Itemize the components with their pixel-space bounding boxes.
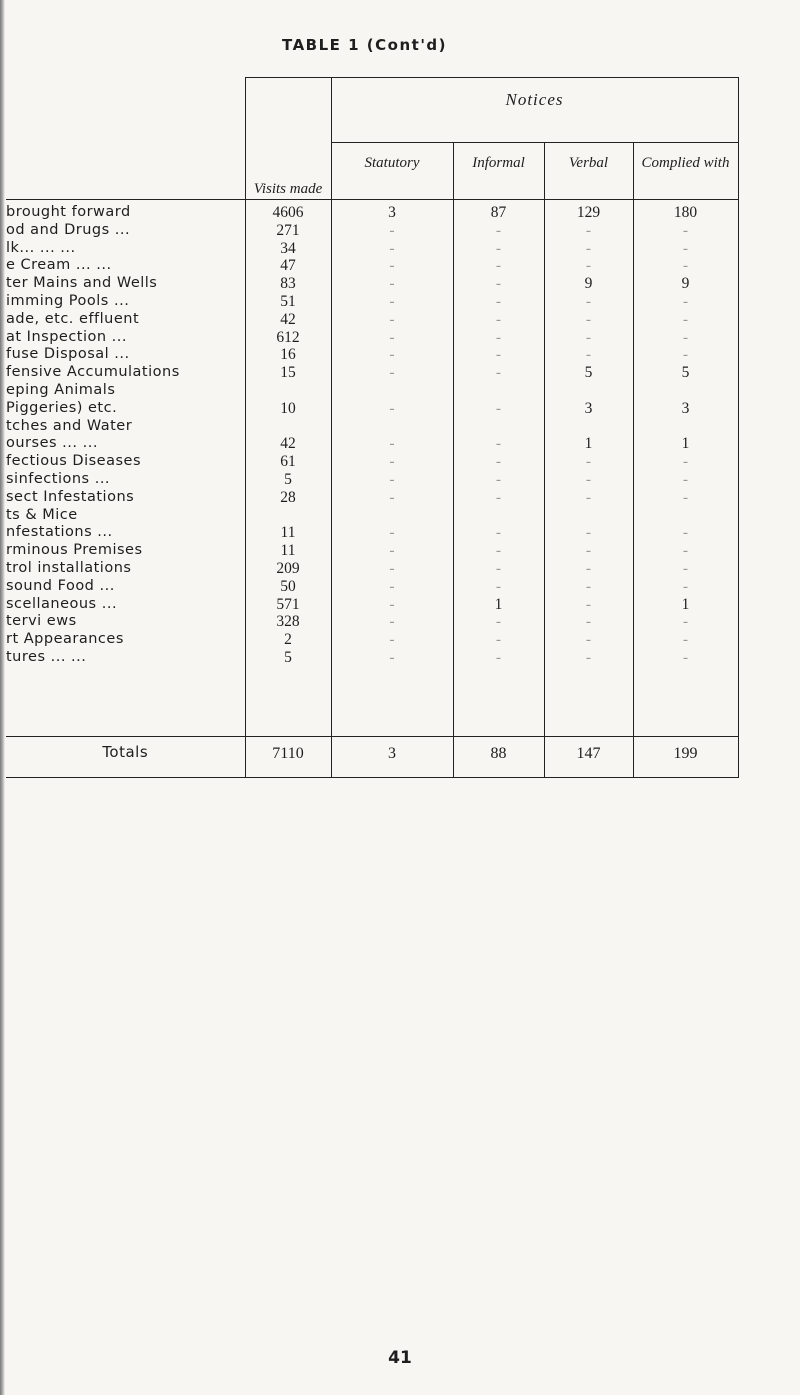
verbal-column <box>544 200 633 737</box>
informal-cell <box>454 382 544 400</box>
row-label: tures ... ... <box>6 648 87 665</box>
statutory-cell: - <box>389 488 395 506</box>
row-label: trol installations <box>6 559 132 576</box>
row-label: fensive Accumulations <box>6 364 180 381</box>
row-label: sound Food ... <box>6 577 115 594</box>
informal-cell: - <box>495 239 502 257</box>
row-label: fectious Diseases <box>6 453 142 470</box>
statutory-cell: - <box>389 221 395 239</box>
verbal-cell: - <box>585 470 592 488</box>
statutory-cell: - <box>389 453 395 471</box>
verbal-cell: - <box>585 577 592 595</box>
row-label: tches and Water <box>6 417 133 434</box>
totals-statutory: 3 <box>331 737 453 778</box>
totals-informal: 88 <box>453 737 544 778</box>
visits-cell <box>246 507 331 525</box>
complied-cell: 3 <box>681 399 690 417</box>
complied-cell: - <box>682 613 689 631</box>
visits-cell: 5 <box>284 648 292 666</box>
complied-cell: - <box>682 559 689 577</box>
notices-header: Notices <box>331 78 738 143</box>
statutory-column <box>331 200 453 737</box>
visits-made-label: Visits made <box>253 181 323 197</box>
statutory-cell: - <box>389 239 395 257</box>
verbal-cell: - <box>585 310 592 328</box>
complied-cell <box>634 382 738 400</box>
statutory-cell: 3 <box>388 204 396 221</box>
row-label: nfestations ... <box>6 524 113 541</box>
statutory-cell: - <box>389 346 395 364</box>
complied-cell: - <box>682 631 689 649</box>
page-number: 41 <box>388 1348 412 1368</box>
verbal-cell: - <box>585 648 592 666</box>
row-label: rt Appearances <box>6 631 124 648</box>
informal-cell: - <box>495 648 502 666</box>
complied-with-header: Complied with <box>633 143 738 200</box>
informal-cell: - <box>495 346 502 364</box>
verbal-cell: - <box>585 239 592 257</box>
informal-header: Informal <box>453 143 544 200</box>
verbal-cell <box>545 418 633 436</box>
row-label: sect Infestations <box>6 488 135 505</box>
row-label: sinfections ... <box>6 470 111 487</box>
visits-cell: 571 <box>276 595 300 613</box>
statutory-cell: - <box>389 399 395 417</box>
statutory-cell: - <box>389 542 395 560</box>
totals-label: Totals <box>6 737 245 778</box>
visits-cell: 42 <box>280 310 296 328</box>
complied-cell: 180 <box>673 204 698 221</box>
visits-cell: 83 <box>280 275 296 293</box>
verbal-cell: - <box>585 257 592 275</box>
table-title: TABLE 1 (Cont'd) <box>282 36 447 54</box>
verbal-cell: - <box>585 346 592 364</box>
complied-cell: 1 <box>681 435 690 453</box>
verbal-cell: - <box>585 488 592 506</box>
complied-cell: - <box>682 221 689 239</box>
complied-cell: 1 <box>681 595 690 613</box>
row-label: ade, etc. effluent <box>6 310 140 327</box>
verbal-cell: 3 <box>584 399 593 417</box>
row-labels <box>6 200 245 737</box>
header-blank-2 <box>6 143 245 200</box>
row-label: ts & Mice <box>6 506 78 523</box>
visits-cell: 61 <box>280 453 296 471</box>
visits-cell: 11 <box>280 542 296 560</box>
verbal-cell: - <box>585 559 592 577</box>
verbal-cell: - <box>585 631 592 649</box>
visits-cell: 209 <box>276 559 300 577</box>
verbal-cell: - <box>585 542 592 560</box>
visits-cell: 15 <box>280 364 296 382</box>
statutory-cell: - <box>389 310 395 328</box>
visits-cell: 271 <box>276 221 300 239</box>
complied-cell: - <box>682 453 689 471</box>
verbal-cell <box>545 382 633 400</box>
row-label: imming Pools ... <box>6 292 130 309</box>
informal-cell <box>454 507 544 525</box>
complied-cell: - <box>682 328 689 346</box>
informal-cell: - <box>495 328 502 346</box>
complied-cell <box>634 507 738 525</box>
totals-complied: 199 <box>633 737 738 778</box>
verbal-cell: - <box>585 613 592 631</box>
complied-cell: - <box>682 470 689 488</box>
row-label: eping Animals <box>6 381 116 398</box>
statutory-cell <box>332 507 453 525</box>
row-label: at Inspection ... <box>6 328 128 345</box>
complied-cell: - <box>682 292 689 310</box>
page-edge <box>0 0 5 1395</box>
totals-visits: 7110 <box>245 737 331 778</box>
complied-cell: - <box>682 310 689 328</box>
complied-cell: 9 <box>681 275 690 293</box>
row-label: lk... ... ... <box>6 239 76 256</box>
notices-table <box>6 77 739 778</box>
informal-cell: - <box>495 257 502 275</box>
complied-cell: - <box>682 524 689 542</box>
visits-cell: 16 <box>280 346 296 364</box>
row-label: tervi ews <box>6 613 77 630</box>
header-blank <box>6 78 245 143</box>
complied-cell: - <box>682 346 689 364</box>
visits-cell: 2 <box>284 631 292 649</box>
row-label: brought forward <box>6 204 131 220</box>
complied-cell: - <box>682 239 689 257</box>
informal-cell <box>454 418 544 436</box>
statutory-header: Statutory <box>331 143 453 200</box>
row-label: ter Mains and Wells <box>6 275 158 292</box>
informal-cell: - <box>495 453 502 471</box>
informal-cell: 1 <box>494 595 503 613</box>
verbal-cell: - <box>585 328 592 346</box>
verbal-cell: 129 <box>576 204 601 221</box>
informal-cell: - <box>495 559 502 577</box>
informal-cell: 87 <box>490 204 507 221</box>
row-label: ourses ... ... <box>6 435 98 452</box>
informal-column <box>453 200 544 737</box>
visits-cell: 612 <box>276 328 300 346</box>
totals-verbal: 147 <box>544 737 633 778</box>
visits-cell: 328 <box>276 613 300 631</box>
informal-cell: - <box>495 221 502 239</box>
visits-cell: 51 <box>280 292 296 310</box>
complied-cell: - <box>682 488 689 506</box>
informal-cell: - <box>495 310 502 328</box>
complied-cell: - <box>682 542 689 560</box>
visits-cell: 47 <box>280 257 296 275</box>
complied-cell: - <box>682 648 689 666</box>
statutory-cell: - <box>389 328 395 346</box>
statutory-cell: - <box>389 577 395 595</box>
complied-column <box>633 200 738 737</box>
informal-cell: - <box>495 275 502 293</box>
verbal-cell: 9 <box>584 275 593 293</box>
statutory-cell: - <box>389 559 395 577</box>
informal-cell: - <box>495 470 502 488</box>
visits-cell: 28 <box>280 488 296 506</box>
informal-cell: - <box>495 292 502 310</box>
visits-cell: 10 <box>280 399 296 417</box>
statutory-cell: - <box>389 364 395 382</box>
row-label: rminous Premises <box>6 542 143 559</box>
verbal-cell: - <box>585 292 592 310</box>
verbal-cell: 5 <box>584 364 593 382</box>
statutory-cell: - <box>389 524 395 542</box>
statutory-cell: - <box>389 613 395 631</box>
visits-made-header <box>245 78 331 200</box>
complied-cell: - <box>682 257 689 275</box>
informal-cell: - <box>495 631 502 649</box>
informal-cell: - <box>495 399 502 417</box>
row-label: Piggeries) etc. <box>6 399 118 416</box>
verbal-cell: 1 <box>584 435 593 453</box>
complied-cell: - <box>682 577 689 595</box>
statutory-cell: - <box>389 648 395 666</box>
informal-cell: - <box>495 364 502 382</box>
statutory-cell: - <box>389 275 395 293</box>
statutory-cell: - <box>389 595 395 613</box>
informal-cell: - <box>495 488 502 506</box>
statutory-cell: - <box>389 470 395 488</box>
visits-cell: 42 <box>280 435 296 453</box>
complied-cell <box>634 418 738 436</box>
visits-cell: 4606 <box>272 204 304 221</box>
informal-cell: - <box>495 524 502 542</box>
verbal-cell: - <box>585 595 592 613</box>
verbal-cell: - <box>585 524 592 542</box>
visits-cell <box>246 382 331 400</box>
informal-cell: - <box>495 435 502 453</box>
statutory-cell: - <box>389 292 395 310</box>
statutory-cell <box>332 382 453 400</box>
row-label: scellaneous ... <box>6 595 118 612</box>
row-label: fuse Disposal ... <box>6 346 130 363</box>
verbal-header: Verbal <box>544 143 633 200</box>
statutory-cell <box>332 418 453 436</box>
visits-cell: 34 <box>280 239 296 257</box>
visits-cell <box>246 418 331 436</box>
statutory-cell: - <box>389 631 395 649</box>
visits-cell: 5 <box>284 470 292 488</box>
statutory-cell: - <box>389 435 395 453</box>
complied-cell: 5 <box>681 364 690 382</box>
visits-cell: 11 <box>280 524 296 542</box>
informal-cell: - <box>495 542 502 560</box>
row-label: od and Drugs ... <box>6 221 131 238</box>
informal-cell: - <box>495 613 502 631</box>
verbal-cell: - <box>585 221 592 239</box>
verbal-cell: - <box>585 453 592 471</box>
informal-cell: - <box>495 577 502 595</box>
verbal-cell <box>545 507 633 525</box>
visits-cell: 50 <box>280 577 296 595</box>
row-label: e Cream ... ... <box>6 257 112 274</box>
visits-column <box>245 200 331 737</box>
statutory-cell: - <box>389 257 395 275</box>
